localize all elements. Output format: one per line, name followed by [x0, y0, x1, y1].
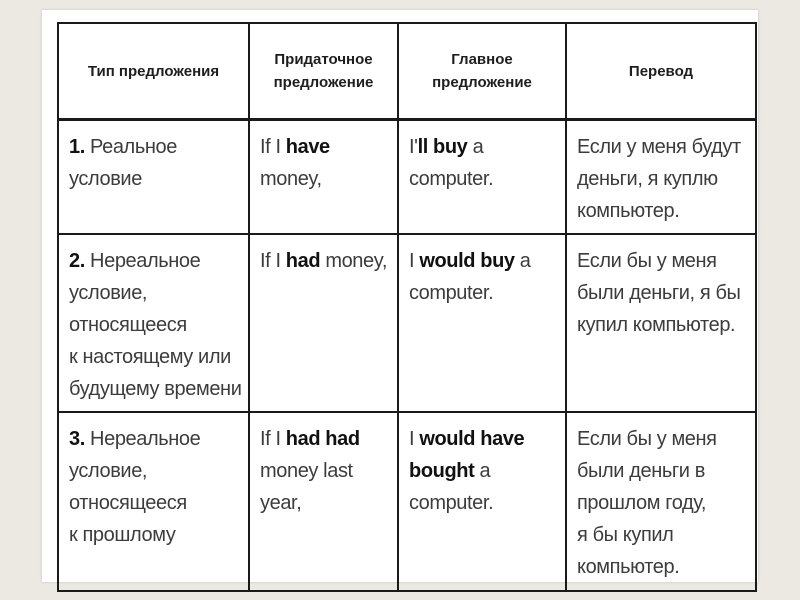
text-fragment: If I [260, 136, 286, 158]
slide [42, 10, 758, 582]
bold-fragment: had had [285, 428, 360, 450]
bold-fragment: would buy [419, 250, 515, 272]
text-fragment: money, [260, 168, 322, 190]
text-fragment: money last year, [260, 460, 353, 514]
text-fragment: a computer. [409, 250, 531, 304]
cell-main-clause [398, 120, 566, 235]
cell-translation [566, 120, 756, 235]
cell-sentence-type-text [69, 131, 242, 195]
bold-fragment: ll buy [417, 136, 468, 158]
conditionals-table [57, 22, 757, 592]
cell-sentence-type-text [69, 423, 242, 551]
header-label: Главное предложение [432, 51, 532, 91]
text-fragment: If I [260, 250, 286, 272]
sentence-type-label: Нереальное условие, относящееся к прошлому [69, 428, 201, 546]
cell-main-clause [398, 234, 566, 412]
bold-fragment: would have bought [409, 428, 525, 482]
cell-subordinate-clause-text [260, 245, 391, 277]
row-number: 3. [69, 428, 85, 450]
sentence-type-label: Нереальное условие, относящееся к настоящему или будущему времени [69, 250, 242, 400]
cell-main-clause [398, 412, 566, 591]
text-fragment: a computer. [409, 136, 494, 190]
sentence-type-label: Реальное условие [69, 136, 177, 190]
text-fragment: I' [409, 136, 418, 158]
row-number: 1. [69, 136, 85, 158]
header-subordinate-clause [249, 23, 398, 120]
text-fragment: a computer. [409, 460, 494, 514]
cell-subordinate-clause [249, 234, 398, 412]
cell-translation [566, 412, 756, 591]
cell-translation-text: Если бы у меня были деньги, я бы купил компьютер. [577, 250, 741, 336]
cell-translation-text: Если у меня будут деньги, я куплю компьютер. [577, 136, 741, 222]
cell-translation [566, 234, 756, 412]
header-translation [566, 23, 756, 120]
header-main-clause [398, 23, 566, 120]
text-fragment: If I [260, 428, 286, 450]
table-row [58, 234, 756, 412]
bold-fragment: had [285, 250, 321, 272]
header-sentence-type [58, 23, 249, 120]
cell-main-clause-text [409, 423, 559, 519]
cell-translation-text: Если бы у меня были деньги в прошлом году, я бы купил компьютер. [577, 428, 717, 578]
cell-main-clause-text [409, 245, 559, 309]
header-label: Придаточное предложение [273, 51, 374, 91]
cell-subordinate-clause [249, 120, 398, 235]
header-label: Перевод [628, 62, 694, 80]
header-row [58, 23, 756, 120]
cell-sentence-type [58, 234, 249, 412]
header-label: Тип предложения [87, 62, 220, 80]
text-fragment: money, [320, 250, 388, 272]
cell-subordinate-clause-text [260, 131, 391, 195]
cell-sentence-type [58, 412, 249, 591]
table-row [58, 412, 756, 591]
cell-subordinate-clause [249, 412, 398, 591]
bold-fragment: have [285, 136, 330, 158]
cell-sentence-type-text [69, 245, 242, 405]
row-number: 2. [69, 250, 85, 272]
text-fragment: I [409, 250, 420, 272]
cell-main-clause-text [409, 131, 559, 195]
cell-sentence-type [58, 120, 249, 235]
cell-subordinate-clause-text [260, 423, 391, 519]
table-row [58, 120, 756, 235]
text-fragment: I [409, 428, 420, 450]
